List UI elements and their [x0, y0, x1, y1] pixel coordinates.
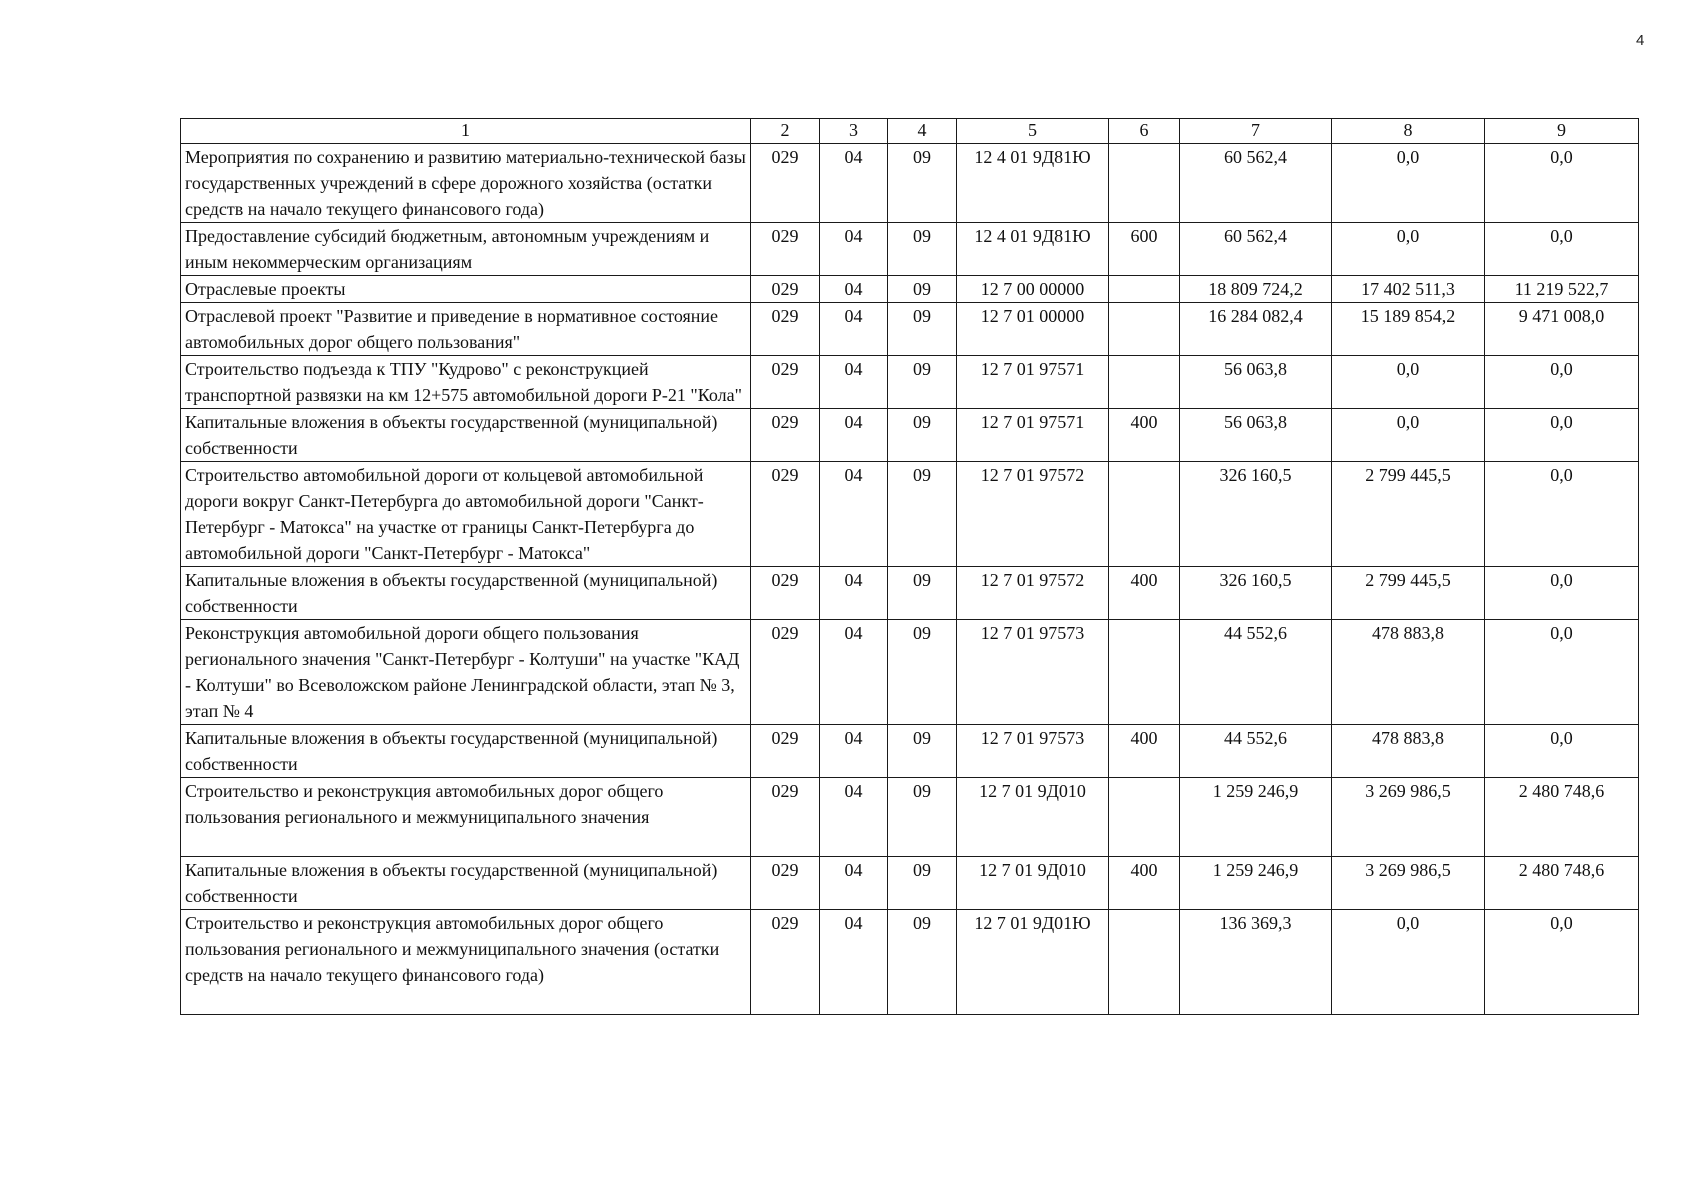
- vr-cell: 400: [1109, 857, 1180, 910]
- amount-year2-cell: 3 269 986,5: [1332, 857, 1485, 910]
- page-number: 4: [1636, 32, 1645, 49]
- csr-cell: 12 7 01 97573: [957, 620, 1109, 725]
- rz-cell: 04: [820, 276, 888, 303]
- gr-cell: 029: [751, 620, 820, 725]
- row-name-cell: Строительство и реконструкция автомобильных дорог общего пользования регионального и межмуниципального значения: [181, 778, 751, 857]
- csr-cell: 12 7 01 9Д010: [957, 778, 1109, 857]
- header-cell-vr: 6: [1109, 119, 1180, 144]
- pr-cell: 09: [888, 778, 957, 857]
- amount-year1-cell: 326 160,5: [1180, 462, 1332, 567]
- vr-cell: [1109, 303, 1180, 356]
- gr-cell: 029: [751, 778, 820, 857]
- pr-cell: 09: [888, 223, 957, 276]
- amount-year3-cell: 0,0: [1485, 223, 1639, 276]
- vr-cell: 400: [1109, 409, 1180, 462]
- csr-cell: 12 7 01 97572: [957, 462, 1109, 567]
- amount-year2-cell: 15 189 854,2: [1332, 303, 1485, 356]
- amount-year2-cell: 478 883,8: [1332, 725, 1485, 778]
- row-name-cell: Капитальные вложения в объекты государственной (муниципальной) собственности: [181, 567, 751, 620]
- csr-cell: 12 7 01 9Д01Ю: [957, 910, 1109, 1015]
- amount-year3-cell: 0,0: [1485, 620, 1639, 725]
- amount-year2-cell: 3 269 986,5: [1332, 778, 1485, 857]
- rz-cell: 04: [820, 910, 888, 1015]
- row-name-cell: Строительство подъезда к ТПУ "Кудрово" с реконструкцией транспортной развязки на км 12+575 автомобильной дороги Р-21 "Кола": [181, 356, 751, 409]
- vr-cell: 400: [1109, 567, 1180, 620]
- gr-cell: 029: [751, 223, 820, 276]
- amount-year3-cell: 2 480 748,6: [1485, 857, 1639, 910]
- row-name-cell: Отраслевые проекты: [181, 276, 751, 303]
- pr-cell: 09: [888, 620, 957, 725]
- table-row: [181, 910, 1639, 1015]
- gr-cell: 029: [751, 462, 820, 567]
- rz-cell: 04: [820, 144, 888, 223]
- pr-cell: 09: [888, 276, 957, 303]
- rz-cell: 04: [820, 303, 888, 356]
- row-name-cell: Капитальные вложения в объекты государственной (муниципальной) собственности: [181, 725, 751, 778]
- header-cell-year2: 8: [1332, 119, 1485, 144]
- csr-cell: 12 7 01 97573: [957, 725, 1109, 778]
- table-row: [181, 144, 1639, 223]
- header-cell-name: 1: [181, 119, 751, 144]
- header-row: [181, 119, 1639, 144]
- amount-year3-cell: 0,0: [1485, 910, 1639, 1015]
- gr-cell: 029: [751, 910, 820, 1015]
- gr-cell: 029: [751, 303, 820, 356]
- budget-table: [180, 118, 1639, 1015]
- rz-cell: 04: [820, 462, 888, 567]
- pr-cell: 09: [888, 857, 957, 910]
- table-row: [181, 409, 1639, 462]
- rz-cell: 04: [820, 725, 888, 778]
- row-name-cell: Строительство и реконструкция автомобильных дорог общего пользования регионального и межмуниципального значения (остатки средств на начало текущего финансового года): [181, 910, 751, 1015]
- amount-year1-cell: 18 809 724,2: [1180, 276, 1332, 303]
- amount-year3-cell: 2 480 748,6: [1485, 778, 1639, 857]
- row-name-cell: Мероприятия по сохранению и развитию материально-технической базы государственных учреждений в сфере дорожного хозяйства (остатки средств на начало текущего финансового года): [181, 144, 751, 223]
- amount-year3-cell: 11 219 522,7: [1485, 276, 1639, 303]
- vr-cell: [1109, 620, 1180, 725]
- table-row: [181, 857, 1639, 910]
- amount-year3-cell: 0,0: [1485, 567, 1639, 620]
- csr-cell: 12 4 01 9Д81Ю: [957, 223, 1109, 276]
- rz-cell: 04: [820, 223, 888, 276]
- gr-cell: 029: [751, 567, 820, 620]
- amount-year1-cell: 44 552,6: [1180, 725, 1332, 778]
- amount-year3-cell: 0,0: [1485, 356, 1639, 409]
- csr-cell: 12 7 00 00000: [957, 276, 1109, 303]
- header-cell-csr: 5: [957, 119, 1109, 144]
- amount-year1-cell: 1 259 246,9: [1180, 778, 1332, 857]
- amount-year1-cell: 56 063,8: [1180, 409, 1332, 462]
- rz-cell: 04: [820, 778, 888, 857]
- pr-cell: 09: [888, 567, 957, 620]
- csr-cell: 12 7 01 97571: [957, 356, 1109, 409]
- amount-year1-cell: 326 160,5: [1180, 567, 1332, 620]
- table-row: [181, 725, 1639, 778]
- amount-year2-cell: 0,0: [1332, 910, 1485, 1015]
- amount-year1-cell: 44 552,6: [1180, 620, 1332, 725]
- gr-cell: 029: [751, 356, 820, 409]
- vr-cell: [1109, 778, 1180, 857]
- table-row: [181, 567, 1639, 620]
- header-cell-year3: 9: [1485, 119, 1639, 144]
- vr-cell: [1109, 276, 1180, 303]
- header-cell-gr: 2: [751, 119, 820, 144]
- pr-cell: 09: [888, 144, 957, 223]
- amount-year1-cell: 16 284 082,4: [1180, 303, 1332, 356]
- csr-cell: 12 7 01 00000: [957, 303, 1109, 356]
- vr-cell: [1109, 910, 1180, 1015]
- header-cell-rz: 3: [820, 119, 888, 144]
- row-name-cell: Капитальные вложения в объекты государственной (муниципальной) собственности: [181, 857, 751, 910]
- amount-year1-cell: 1 259 246,9: [1180, 857, 1332, 910]
- pr-cell: 09: [888, 910, 957, 1015]
- table-row: [181, 356, 1639, 409]
- amount-year3-cell: 0,0: [1485, 725, 1639, 778]
- amount-year3-cell: 0,0: [1485, 409, 1639, 462]
- table-row: [181, 620, 1639, 725]
- amount-year1-cell: 56 063,8: [1180, 356, 1332, 409]
- amount-year1-cell: 60 562,4: [1180, 223, 1332, 276]
- gr-cell: 029: [751, 144, 820, 223]
- vr-cell: 400: [1109, 725, 1180, 778]
- rz-cell: 04: [820, 857, 888, 910]
- csr-cell: 12 7 01 97571: [957, 409, 1109, 462]
- pr-cell: 09: [888, 725, 957, 778]
- row-name-cell: Строительство автомобильной дороги от кольцевой автомобильной дороги вокруг Санкт-Петербурга до автомобильной дороги "Санкт-Петербург - Матокса" на участке от границы Санкт-Петербурга до автомобильной дороги "Санкт-Петербург - Матокса": [181, 462, 751, 567]
- amount-year2-cell: 0,0: [1332, 356, 1485, 409]
- row-name-cell: Отраслевой проект "Развитие и приведение в нормативное состояние автомобильных дорог общего пользования": [181, 303, 751, 356]
- row-name-cell: Капитальные вложения в объекты государственной (муниципальной) собственности: [181, 409, 751, 462]
- gr-cell: 029: [751, 276, 820, 303]
- rz-cell: 04: [820, 567, 888, 620]
- pr-cell: 09: [888, 409, 957, 462]
- table-row: [181, 303, 1639, 356]
- amount-year2-cell: 478 883,8: [1332, 620, 1485, 725]
- rz-cell: 04: [820, 356, 888, 409]
- amount-year1-cell: 60 562,4: [1180, 144, 1332, 223]
- rz-cell: 04: [820, 409, 888, 462]
- amount-year2-cell: 0,0: [1332, 409, 1485, 462]
- csr-cell: 12 7 01 9Д010: [957, 857, 1109, 910]
- vr-cell: [1109, 144, 1180, 223]
- header-cell-pr: 4: [888, 119, 957, 144]
- amount-year2-cell: 2 799 445,5: [1332, 567, 1485, 620]
- gr-cell: 029: [751, 725, 820, 778]
- pr-cell: 09: [888, 462, 957, 567]
- csr-cell: 12 4 01 9Д81Ю: [957, 144, 1109, 223]
- amount-year3-cell: 9 471 008,0: [1485, 303, 1639, 356]
- amount-year1-cell: 136 369,3: [1180, 910, 1332, 1015]
- row-name-cell: Реконструкция автомобильной дороги общего пользования регионального значения "Санкт-Петербург - Колтуши" на участке "КАД - Колтуши" во Всеволожском районе Ленинградской области, этап № 3, этап № 4: [181, 620, 751, 725]
- amount-year2-cell: 17 402 511,3: [1332, 276, 1485, 303]
- amount-year2-cell: 0,0: [1332, 144, 1485, 223]
- rz-cell: 04: [820, 620, 888, 725]
- gr-cell: 029: [751, 857, 820, 910]
- table-row: [181, 462, 1639, 567]
- row-name-cell: Предоставление субсидий бюджетным, автономным учреждениям и иным некоммерческим организациям: [181, 223, 751, 276]
- vr-cell: 600: [1109, 223, 1180, 276]
- gr-cell: 029: [751, 409, 820, 462]
- table-row: [181, 223, 1639, 276]
- amount-year3-cell: 0,0: [1485, 462, 1639, 567]
- pr-cell: 09: [888, 356, 957, 409]
- header-cell-year1: 7: [1180, 119, 1332, 144]
- amount-year2-cell: 0,0: [1332, 223, 1485, 276]
- amount-year3-cell: 0,0: [1485, 144, 1639, 223]
- csr-cell: 12 7 01 97572: [957, 567, 1109, 620]
- vr-cell: [1109, 462, 1180, 567]
- vr-cell: [1109, 356, 1180, 409]
- table-row: [181, 778, 1639, 857]
- table-row: [181, 276, 1639, 303]
- pr-cell: 09: [888, 303, 957, 356]
- amount-year2-cell: 2 799 445,5: [1332, 462, 1485, 567]
